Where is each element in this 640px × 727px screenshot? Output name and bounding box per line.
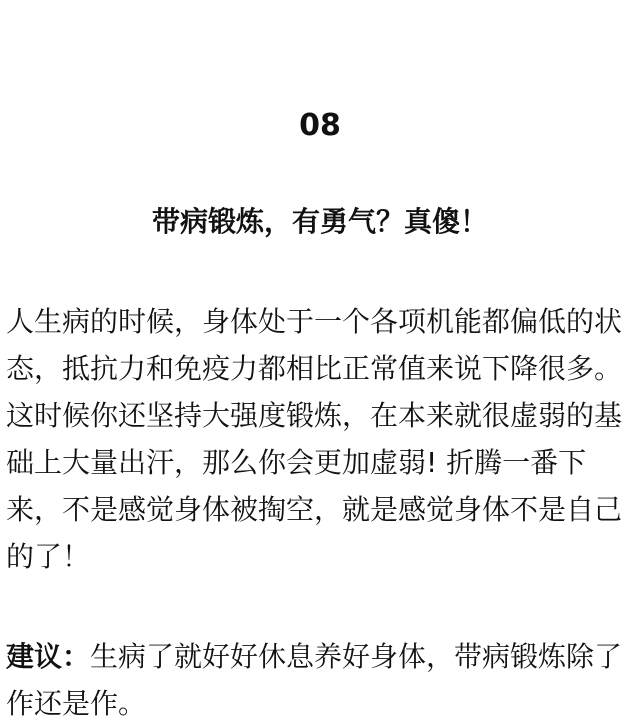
section-title: 带病锻炼，有勇气？真傻！ xyxy=(151,205,488,238)
section-number: 08 xyxy=(299,108,341,143)
body-paragraph: 人生病的时候，身体处于一个各项机能都偏低的状态，抵抗力和免疫力都相比正常值来说下降很多。这时候你还坚持大强度锻炼，在本来就很虚弱的基础上大量出汗，那么你会更加虚弱! 折腾一番下来，不是感觉身体被掏空，就是感觉身体不是自己的了！ xyxy=(6,305,623,573)
advice-label: 建议： xyxy=(6,640,91,673)
advice-text: 生病了就好好休息养好身体，带病锻炼除了作还是作。 xyxy=(6,640,623,720)
advice-paragraph xyxy=(6,633,634,727)
